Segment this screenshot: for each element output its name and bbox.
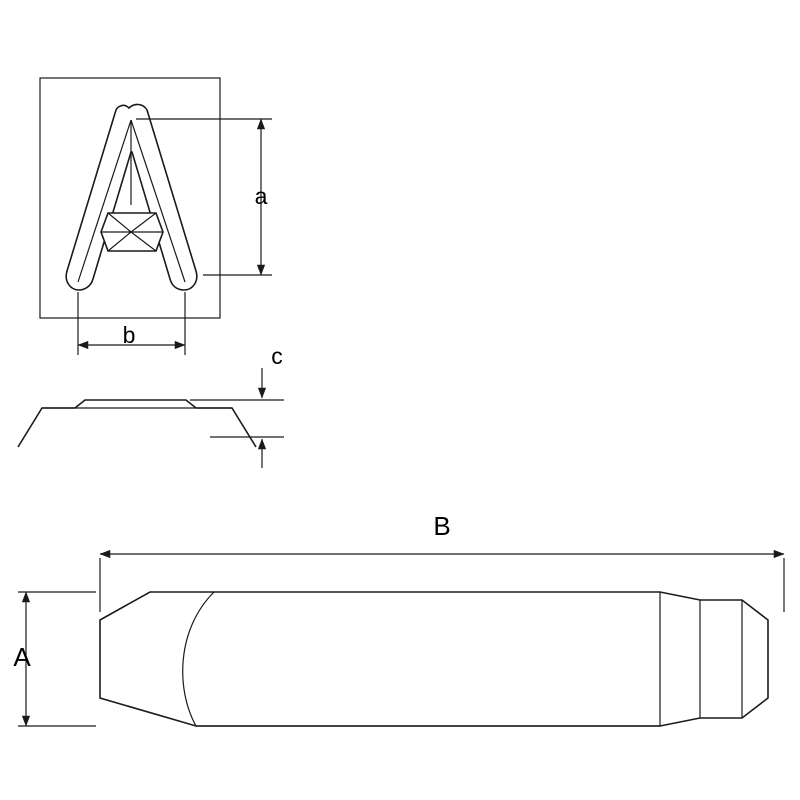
dim-label-A: A — [13, 641, 31, 672]
body-view-group — [13, 511, 784, 726]
dim-label-b: b — [122, 322, 136, 349]
face-view-group — [40, 78, 272, 355]
relief-profile-outline — [18, 400, 256, 447]
punch-body-outline — [100, 592, 768, 726]
profile-view-group — [18, 343, 284, 468]
dim-label-B: B — [433, 510, 451, 541]
dim-label-a: a — [254, 183, 268, 210]
dim-label-c: c — [271, 343, 283, 370]
